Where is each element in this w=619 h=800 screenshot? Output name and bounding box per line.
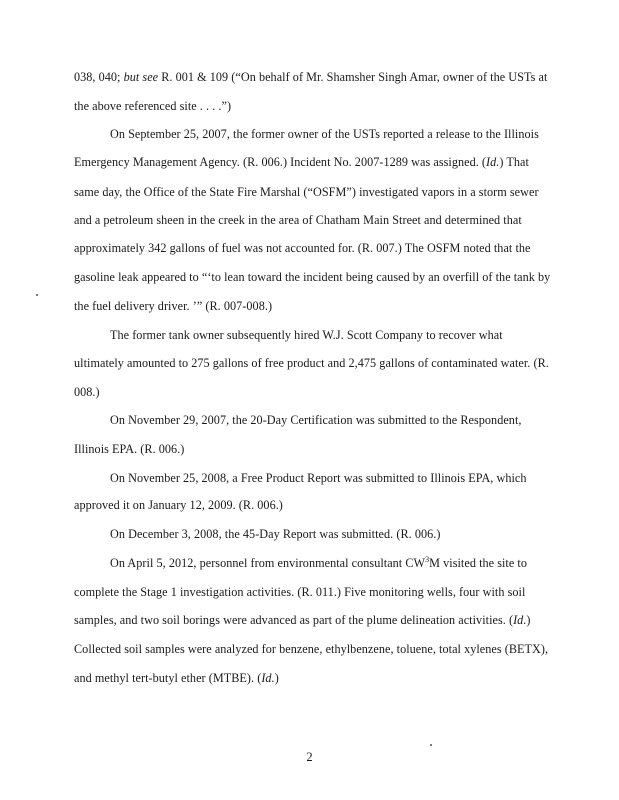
paragraph-start: On April 5, 2012, personnel from environmental consultant $CW^3M$ visited the site to: [110, 555, 528, 570]
text-line: approximately 342 gallons of fuel was not accounted for. (R. 007.) The OSFM noted that the: [74, 241, 531, 255]
paragraph-start: The former tank owner subsequently hired W.J. Scott Company to recover what: [110, 328, 503, 342]
text-line: Collected soil samples were analyzed for benzene, ethylbenzene, toluene, total xylenes (BETX),: [74, 642, 549, 656]
text-line: gasoline leak appeared to “‘to lean toward the incident being caused by an overfill of the tank by: [74, 270, 551, 284]
scan-speck: [36, 294, 38, 296]
paragraph-start: On September 25, 2007, the former owner of the USTs reported a release to the Illinois: [110, 127, 539, 141]
page-number: 2: [306, 750, 313, 764]
paragraph-start: On November 29, 2007, the 20-Day Certification was submitted to the Respondent,: [110, 413, 522, 427]
text-line: 038, 040; but see R. 001 & 109 (“On behalf of Mr. Shamsher Singh Amar, owner of the USTs at: [74, 70, 548, 84]
scan-speck: [430, 744, 432, 746]
text-line: and methyl tert-butyl ether (MTBE). (Id.): [74, 671, 279, 685]
text-line: the fuel delivery driver. ’” (R. 007-008.): [74, 299, 273, 313]
paragraph-start: On December 3, 2008, the 45-Day Report was submitted. (R. 006.): [110, 527, 441, 541]
text-line: complete the Stage 1 investigation activities. (R. 011.) Five monitoring wells, four with soil: [74, 585, 526, 599]
text-line: and a petroleum sheen in the creek in the area of Chatham Main Street and determined that: [74, 213, 522, 227]
text-line: same day, the Office of the State Fire Marshal (“OSFM”) investigated vapors in a storm sewer: [74, 185, 539, 199]
text-line: the above referenced site . . . .”): [74, 99, 232, 113]
text-line: ultimately amounted to 275 gallons of free product and 2,475 gallons of contaminated water. (R.: [74, 356, 549, 370]
text-line: Illinois EPA. (R. 006.): [74, 442, 185, 456]
text-line: 008.): [74, 385, 100, 399]
text-line: approved it on January 12, 2009. (R. 006.): [74, 498, 283, 512]
text-line: samples, and two soil borings were advanced as part of the plume delineation activities. (Id.): [74, 613, 531, 627]
text-line: Emergency Management Agency. (R. 006.) Incident No. 2007-1289 was assigned. (Id.) That: [74, 155, 529, 169]
paragraph-start: On November 25, 2008, a Free Product Report was submitted to Illinois EPA, which: [110, 471, 527, 485]
